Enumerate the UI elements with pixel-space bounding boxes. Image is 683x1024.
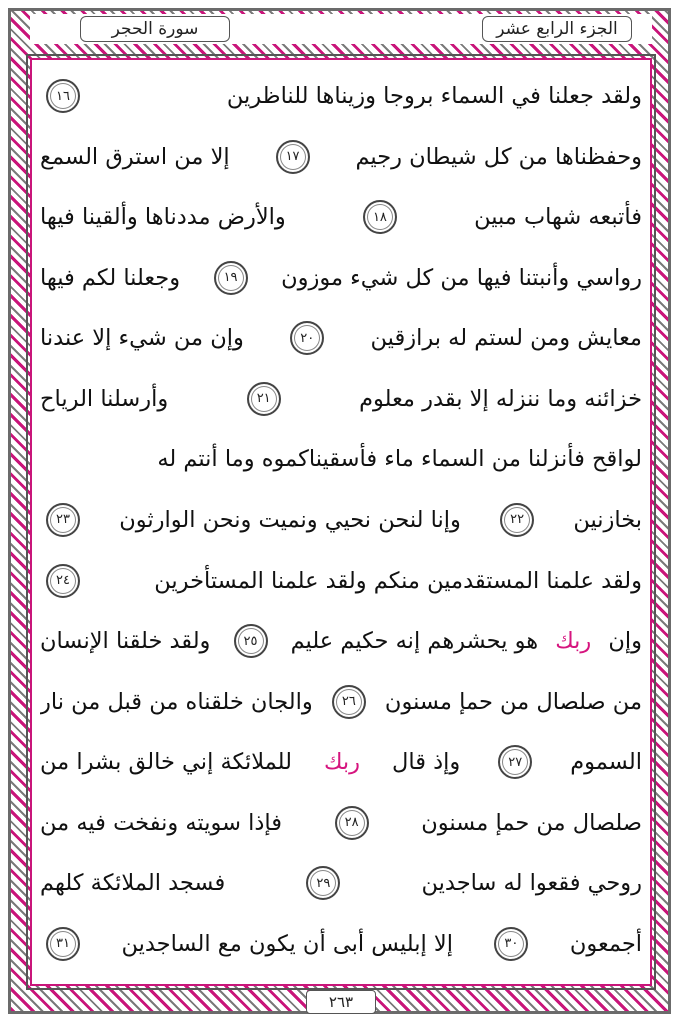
text-line: [40, 127, 642, 187]
text-line: [40, 853, 642, 913]
ayah-number-marker: ٢٥: [234, 624, 268, 658]
verse-text: وإن من شيء إلا عندنا: [40, 325, 244, 352]
text-line: [40, 914, 642, 974]
ayah-number-marker: ٢٦: [332, 685, 366, 719]
text-line: [40, 66, 642, 126]
verse-text: إلا من استرق السمع: [40, 143, 230, 170]
text-line: [40, 672, 642, 732]
verse-text: هو يحشرهم إنه حكيم عليم: [290, 628, 539, 655]
verse-text: وأرسلنا الرياح: [40, 385, 169, 412]
ayah-number-marker: ١٦: [46, 79, 80, 113]
ayah-number-marker: ٢٤: [46, 564, 80, 598]
verse-text: رواسي وأنبتنا فيها من كل شيء موزون: [281, 264, 642, 291]
verse-text: والأرض مددناها وألقينا فيها: [40, 204, 286, 231]
verse-text: بخازنين: [573, 506, 642, 533]
verse-text: من صلصال من حمإ مسنون: [384, 688, 642, 715]
ayah-number-marker: ٢٢: [500, 503, 534, 537]
ayah-number-marker: ١٧: [276, 140, 310, 174]
verse-text: لواقح فأنزلنا من السماء ماء فأسقيناكموه وما أنتم له: [157, 446, 642, 473]
quran-text-area: [40, 66, 642, 974]
ayah-number-marker: ٢٧: [498, 745, 532, 779]
verse-text: معايش ومن لستم له برازقين: [370, 325, 642, 352]
verse-text: صلصال من حمإ مسنون: [421, 809, 642, 836]
verse-text: ولقد جعلنا في السماء بروجا وزيناها للناظرين: [226, 83, 642, 109]
ayah-number-marker: ٢٣: [46, 503, 80, 537]
verse-text: ولقد خلقنا الإنسان: [40, 628, 211, 655]
text-line: [40, 308, 642, 368]
text-line: [40, 793, 642, 853]
verse-text: السموم: [570, 749, 642, 776]
text-line: [40, 490, 642, 550]
ayah-number-marker: ٣٠: [494, 927, 528, 961]
verse-text: فسجد الملائكة كلهم: [40, 870, 226, 897]
verse-text: وإنا لنحن نحيي ونميت ونحن الوارثون: [119, 506, 461, 533]
verse-text: للملائكة إني خالق بشرا من: [40, 749, 292, 776]
verse-text: وإن: [608, 628, 642, 655]
verse-text: وحفظناها من كل شيطان رجيم: [355, 143, 642, 170]
text-line: [40, 429, 642, 489]
ayah-number-marker: ١٨: [363, 200, 397, 234]
ayah-number-marker: ٢٨: [335, 806, 369, 840]
ayah-number-marker: ٣١: [46, 927, 80, 961]
surah-name-box: سورة الحجر: [80, 16, 230, 42]
verse-text: والجان خلقناه من قبل من نار: [40, 688, 313, 715]
verse-text: ولقد علمنا المستقدمين منكم ولقد علمنا المستأخرين: [154, 567, 642, 594]
text-line: [40, 732, 642, 792]
verse-text: فإذا سويته ونفخت فيه من: [40, 809, 282, 836]
highlighted-word: ربك: [555, 628, 592, 655]
page-number: ٢٦٣: [306, 990, 376, 1014]
highlighted-word: ربك: [323, 749, 361, 776]
verse-text: روحي فقعوا له ساجدين: [421, 870, 642, 897]
ayah-number-marker: ٢٩: [306, 866, 340, 900]
text-line: [40, 551, 642, 611]
text-line: [40, 248, 642, 308]
ayah-number-marker: ٢٠: [290, 321, 324, 355]
text-line: [40, 369, 642, 429]
verse-text: خزائنه وما ننزله إلا بقدر معلوم: [359, 385, 642, 412]
verse-text: أجمعون: [569, 930, 642, 957]
ayah-number-marker: ١٩: [214, 261, 248, 295]
verse-text: إلا إبليس أبى أن يكون مع الساجدين: [121, 930, 453, 957]
verse-text: فأتبعه شهاب مبين: [474, 204, 642, 231]
text-line: [40, 187, 642, 247]
verse-text: وإذ قال: [392, 749, 461, 776]
ayah-number-marker: ٢١: [247, 382, 281, 416]
header-band: [30, 14, 652, 44]
verse-text: وجعلنا لكم فيها: [40, 264, 181, 291]
juz-label-box: الجزء الرابع عشر: [482, 16, 632, 42]
text-line: [40, 611, 642, 671]
